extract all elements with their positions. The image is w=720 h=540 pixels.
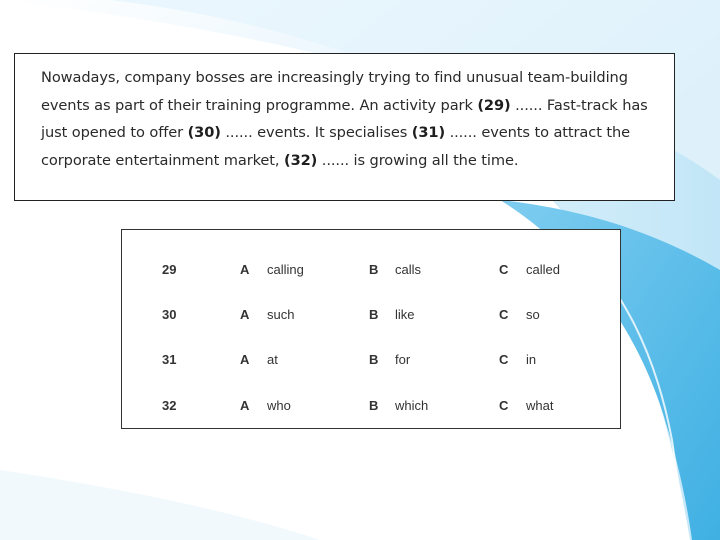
option-b-letter: B [369, 398, 379, 413]
option-b-text: calls [395, 262, 422, 277]
option-c-text: what [526, 398, 554, 413]
option-c-letter: C [499, 352, 509, 367]
option-a-text: calling [267, 262, 304, 277]
option-b-text: like [395, 307, 415, 322]
option-row [122, 352, 620, 372]
gap-number: (29) [477, 96, 511, 114]
option-a-text: at [267, 352, 278, 367]
option-b-letter: B [369, 352, 379, 367]
passage-segment: ...... events. It specialises [220, 124, 412, 141]
question-number: 29 [162, 262, 177, 277]
option-c-text: so [526, 307, 540, 322]
gap-number: (32) [284, 151, 318, 169]
option-row [122, 307, 620, 327]
option-c-text: called [526, 262, 560, 277]
option-c-text: in [526, 352, 537, 367]
passage-text [41, 64, 671, 174]
option-c-letter: C [499, 398, 509, 413]
question-number: 32 [162, 398, 177, 413]
option-a-letter: A [240, 307, 250, 322]
option-b-letter: B [369, 262, 379, 277]
gap-number: (31) [411, 124, 446, 141]
gap-number: (30) [187, 124, 221, 141]
option-row [122, 398, 620, 418]
option-c-letter: C [499, 307, 509, 322]
option-c-letter: C [499, 262, 509, 277]
question-number: 31 [162, 352, 177, 367]
passage-box [14, 53, 675, 201]
option-b-text: for [395, 352, 411, 367]
passage-segment: ...... is growing all the time. [317, 151, 519, 169]
option-a-text: who [267, 398, 291, 413]
options-table [121, 229, 621, 429]
option-b-text: which [395, 398, 429, 413]
passage-segment: ...... events to attract the corporate entertainment market, [41, 124, 631, 169]
option-row [122, 262, 620, 282]
option-a-text: such [267, 307, 295, 322]
passage-segment: Nowadays, company bosses are increasingly trying to find unusual team-building events as part of their training programme. An activity park [41, 69, 628, 114]
passage-segment: ...... Fast-track has just opened to offer [41, 96, 648, 141]
option-b-letter: B [369, 307, 379, 322]
option-a-letter: A [240, 398, 250, 413]
option-a-letter: A [240, 352, 250, 367]
question-number: 30 [162, 307, 177, 322]
option-a-letter: A [240, 262, 250, 277]
